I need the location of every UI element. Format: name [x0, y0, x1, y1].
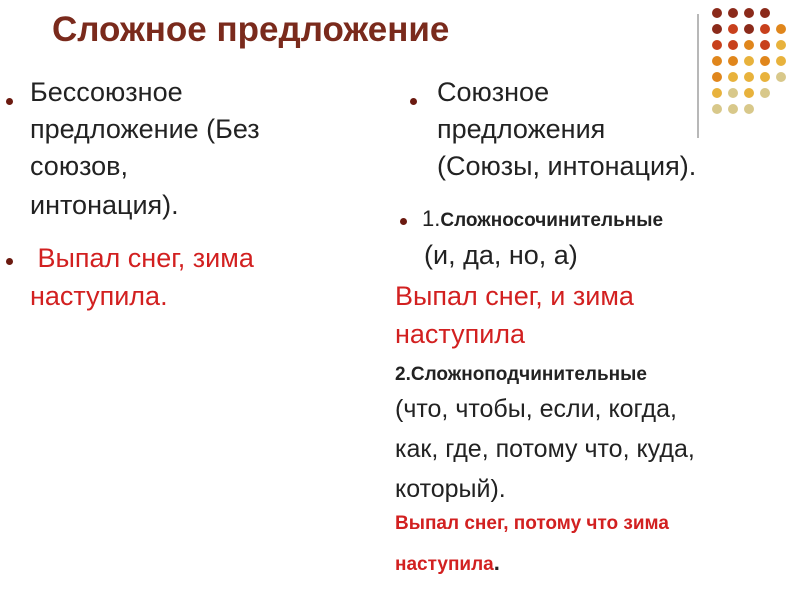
right-text-line-3: (Союзы, интонация). — [437, 151, 697, 181]
slide-title: Сложное предложение — [52, 10, 450, 49]
decorative-dot — [744, 56, 754, 66]
decorative-dot — [728, 88, 738, 98]
left-text-line-2: предложение (Без — [30, 114, 260, 144]
decorative-dot — [776, 72, 786, 82]
decorative-dot — [760, 72, 770, 82]
decorative-dot — [760, 88, 770, 98]
type1-example-line-2: наступила — [395, 319, 526, 349]
type2-example-word: наступила — [395, 554, 494, 575]
decorative-dot — [712, 104, 722, 114]
decorative-dot — [728, 8, 738, 18]
decorative-dot — [744, 72, 754, 82]
left-example-line-2: наступила. — [30, 281, 168, 311]
type1-number: 1. — [422, 206, 441, 231]
left-text-line-1: Бессоюзное — [30, 77, 183, 107]
decorative-dot — [712, 40, 722, 50]
decorative-dot — [744, 40, 754, 50]
decorative-dot — [760, 56, 770, 66]
left-text-line-3: союзов, — [30, 151, 129, 181]
decorative-dot — [712, 72, 722, 82]
decorative-dot — [744, 8, 754, 18]
decorative-dot — [744, 88, 754, 98]
decorative-dot — [760, 8, 770, 18]
bullet-icon — [410, 98, 417, 105]
type1-heading — [422, 200, 663, 239]
left-text-line-4: интонация). — [30, 190, 179, 220]
decorative-dot — [728, 24, 738, 34]
decorative-dot — [760, 24, 770, 34]
type2-example-period: . — [493, 550, 500, 575]
type2-name: 2.Сложноподчинительные — [395, 364, 647, 385]
bullet-icon — [6, 98, 13, 105]
divider-line — [697, 14, 699, 138]
decorative-dot — [712, 56, 722, 66]
decorative-dot — [728, 104, 738, 114]
left-example-line-1: Выпал снег, зима — [30, 243, 254, 273]
decorative-dot — [776, 24, 786, 34]
type2-conj-line-3: который). — [395, 475, 506, 503]
decorative-dot-grid — [712, 8, 800, 138]
right-text-line-2: предложения — [437, 114, 606, 144]
type2-example-line-2 — [395, 547, 500, 579]
decorative-dot — [776, 56, 786, 66]
bullet-icon — [400, 218, 407, 225]
decorative-dot — [728, 40, 738, 50]
decorative-dot — [712, 8, 722, 18]
decorative-dot — [760, 40, 770, 50]
decorative-dot — [728, 56, 738, 66]
decorative-dot — [776, 40, 786, 50]
decorative-dot — [744, 104, 754, 114]
decorative-dot — [744, 24, 754, 34]
type1-conjunctions: (и, да, но, а) — [424, 240, 578, 270]
type2-conj-line-2: как, где, потому что, куда, — [395, 435, 695, 463]
decorative-dot — [712, 24, 722, 34]
decorative-dot — [728, 72, 738, 82]
type2-conj-line-1: (что, чтобы, если, когда, — [395, 395, 677, 423]
type1-example-line-1: Выпал снег, и зима — [395, 281, 634, 311]
bullet-icon — [6, 258, 13, 265]
decorative-dot — [712, 88, 722, 98]
type1-name: Сложносочинительные — [440, 210, 664, 231]
right-text-line-1: Союзное — [437, 77, 550, 107]
type2-example-line-1: Выпал снег, потому что зима — [395, 513, 669, 534]
